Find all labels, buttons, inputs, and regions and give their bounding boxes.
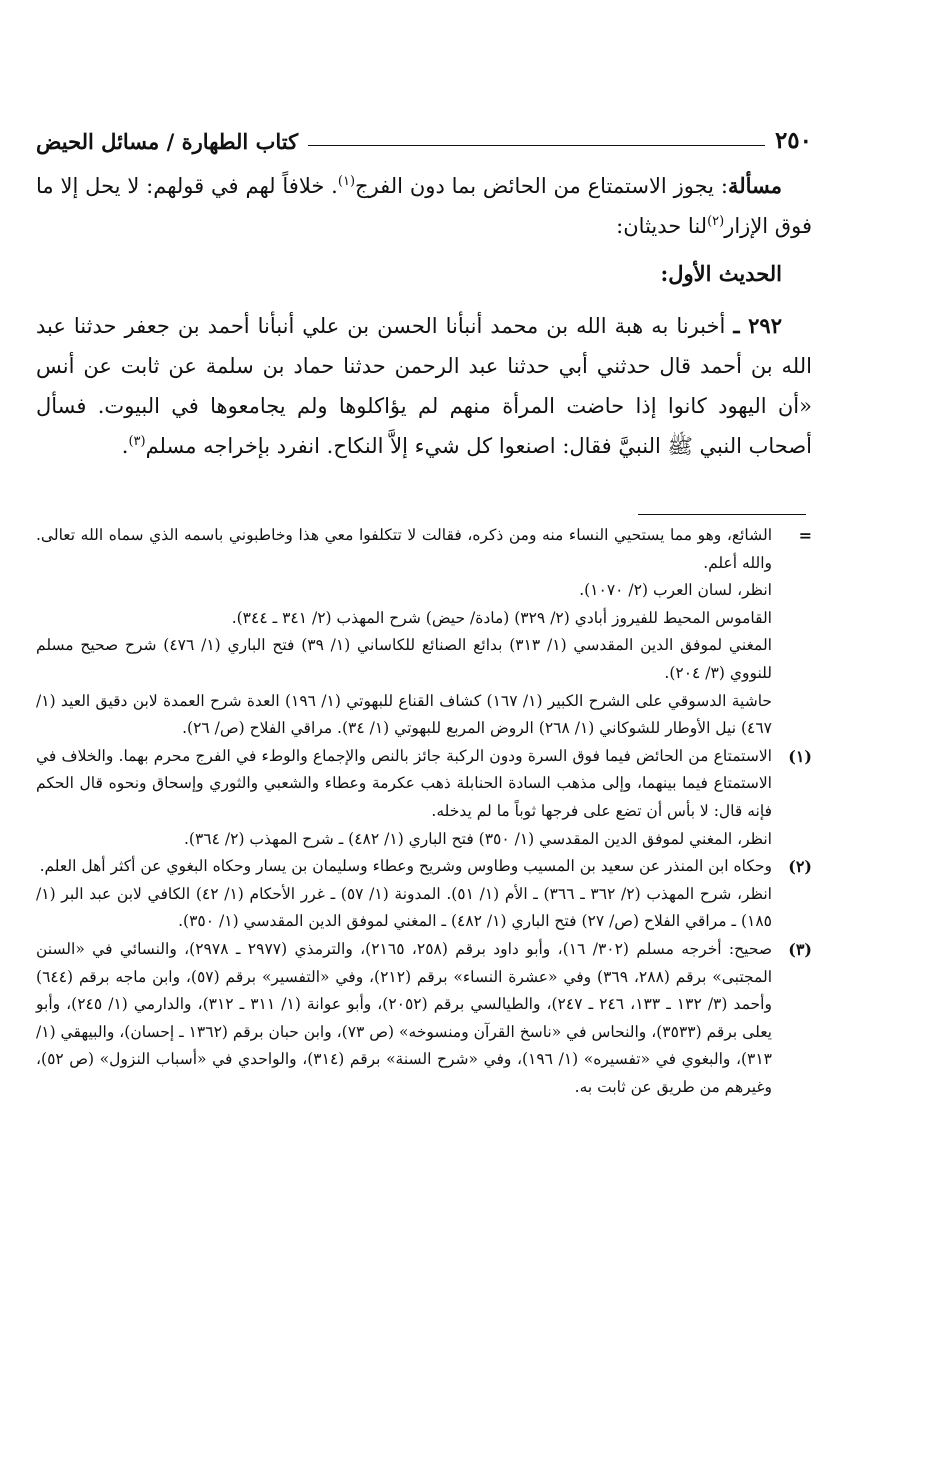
footnote-line: انظر، شرح المهذب (٢/ ٣٦٢ ـ ٣٦٦) ـ الأم (١/ ٥١). المدونة (١/ ٥٧) ـ غرر الأحكام (١/ ٤٢) الكافي لابن عبد البر (١/ ١٨٥) ـ مراقي الفلاح (ص/ ٢٧) فتح الباري (١/ ٤٨٢) ـ المغني لموفق الدين المقدسي (١/ ٣٥٠). <box>36 884 772 931</box>
hadith-text: أخبرنا به هبة الله بن محمد أنبأنا الحسن بن علي أنبأنا أحمد بن جعفر حدثنا عبد الله بن أحمد قال حدثني أبي حدثنا عبد الرحمن حدثنا حماد بن سلمة عن ثابت عن أنس «أن اليهود كانوا إذا حاضت المرأة منهم لم يؤاكلوها ولم يجامعوها في البيوت. فسأل أصحاب النبي ﷺ النبيَّ فقال: اصنعوا كل شيء إلاَّ النكاح. انفرد بإخراجه مسلم <box>36 314 812 458</box>
footnote-line: الشائع، وهو مما يستحيي النساء منه ومن ذكره، فقالت لا تتكلفوا معي هذا وخاطبوني باسمه الذي سماه الله تعالى. والله أعلم. <box>36 526 772 572</box>
footnote-ref-1[interactable]: (١) <box>337 174 356 189</box>
footnote-marker: (٢) <box>788 857 812 877</box>
page-header <box>36 118 812 154</box>
footnote-line: انظر، المغني لموفق الدين المقدسي (١/ ٣٥٠) فتح الباري (١/ ٤٨٢) ـ شرح المهذب (٢/ ٣٦٤). <box>184 829 772 848</box>
hadith-paragraph <box>36 306 812 466</box>
footnote-body <box>36 743 772 853</box>
page-number: ٢٥٠ <box>774 127 812 154</box>
masala-text-b: . خلافاً لهم في قولهم: لا يحل إلا ما فوق الإزار <box>36 174 812 238</box>
book-page <box>36 0 812 1474</box>
footnote-separator <box>638 514 806 515</box>
footnote-2 <box>36 853 812 936</box>
footnotes <box>36 522 812 1101</box>
hadith-number: ٢٩٢ ـ <box>733 313 782 338</box>
footnote-body <box>36 936 772 1102</box>
masala-text-a: : يجوز الاستمتاع من الحائض بما دون الفرج <box>355 174 728 198</box>
running-title: كتاب الطهارة / مسائل الحيض <box>36 129 299 154</box>
footnote-marker: = <box>798 526 812 545</box>
footnote-1 <box>36 743 812 853</box>
footnote-line: المغني لموفق الدين المقدسي (١/ ٣١٣) بدائع الصنائع للكاساني (١/ ٣٩) فتح الباري (١/ ٤٧٦) شرح صحيح مسلم للنووي (٣/ ٢٠٤). <box>36 636 772 682</box>
masala-paragraph <box>36 166 812 246</box>
masala-text-c: لنا حديثان: <box>616 214 708 238</box>
footnote-marker: (١) <box>788 746 812 766</box>
header-rule <box>308 145 765 146</box>
footnote-continued <box>36 522 812 743</box>
footnote-ref-2[interactable]: (٢) <box>707 214 725 229</box>
footnote-line: الاستمتاع من الحائض فيما فوق السرة ودون الركبة جائز بالنص والإجماع والوطء في الفرج محرم بهما. والخلاف في الاستمتاع فيما بينهما، وإلى مذهب السادة الحنابلة ذهب عكرمة وعطاء والشعبي والثوري وإسحاق ونحوه قال الحكم فإنه قال: لا بأس أن تضع على فرجها ثوباً ما لم يدخله. <box>36 746 772 820</box>
footnote-body <box>36 522 772 743</box>
footnote-body <box>36 853 772 936</box>
masala-label: مسألة <box>727 173 782 198</box>
footnote-line: صحيح: أخرجه مسلم (٣٠٢/ ١٦)، وأبو داود برقم (٢٥٨، ٢١٦٥)، والترمذي (٢٩٧٧ ـ ٢٩٧٨)، والنسائي في «السنن المجتبى» برقم (٢٨٨، ٣٦٩) وفي «عشرة النساء» برقم (٢١٢)، وفي «التفسير» برقم (٥٧)، وابن ماجه برقم (٦٤٤) وأحمد (٣/ ١٣٢ ـ ١٣٣، ٢٤٦ ـ ٢٤٧)، والطيالسي برقم (٢٠٥٢)، وأبو عوانة (١/ ٣١١ ـ ٣١٢)، والدارمي (١/ ٢٤٥)، وأبو يعلى برقم (٣٥٣٣)، والنحاس في «ناسخ القرآن ومنسوخه» (ص ٧٣)، وابن حبان برقم (١٣٦٢ ـ إحسان)، والبيهقي (١/ ٣١٣)، والبغوي في «تفسيره» (١/ ١٩٦)، وفي «شرح السنة» برقم (٣١٤)، والواحدي في «أسباب النزول» (ص ٥٢)، وغيرهم من طريق عن ثابت به. <box>36 939 773 1096</box>
footnote-line: وحكاه ابن المنذر عن سعيد بن المسيب وطاوس وشريح وعطاء وسليمان بن يسار وحكاه البغوي عن أكثر أهل العلم. <box>39 857 772 876</box>
footnote-3 <box>36 936 812 1102</box>
footnote-line: القاموس المحيط للفيروز أبادي (٢/ ٣٢٩) (مادة/ حيض) شرح المهذب (٢/ ٣٤١ ـ ٣٤٤). <box>231 608 772 627</box>
footnote-line: حاشية الدسوقي على الشرح الكبير (١/ ١٦٧) كشاف القناع للبهوتي (١/ ١٩٦) العدة شرح العمدة لابن دقيق العيد (١/ ٤٦٧) نيل الأوطار للشوكاني (١/ ٢٦٨) الروض المربع للبهوتي (١/ ٣٤). مراقي الفلاح (ص/ ٢٦). <box>36 691 772 738</box>
section-heading: الحديث الأول: <box>660 261 782 286</box>
footnote-ref-3[interactable]: (٣) <box>128 434 146 449</box>
hadith-end: . <box>121 434 129 458</box>
footnote-line: انظر، لسان العرب (٢/ ١٠٧٠). <box>579 581 772 600</box>
main-text <box>36 166 812 466</box>
footnote-marker: (٣) <box>788 939 812 959</box>
